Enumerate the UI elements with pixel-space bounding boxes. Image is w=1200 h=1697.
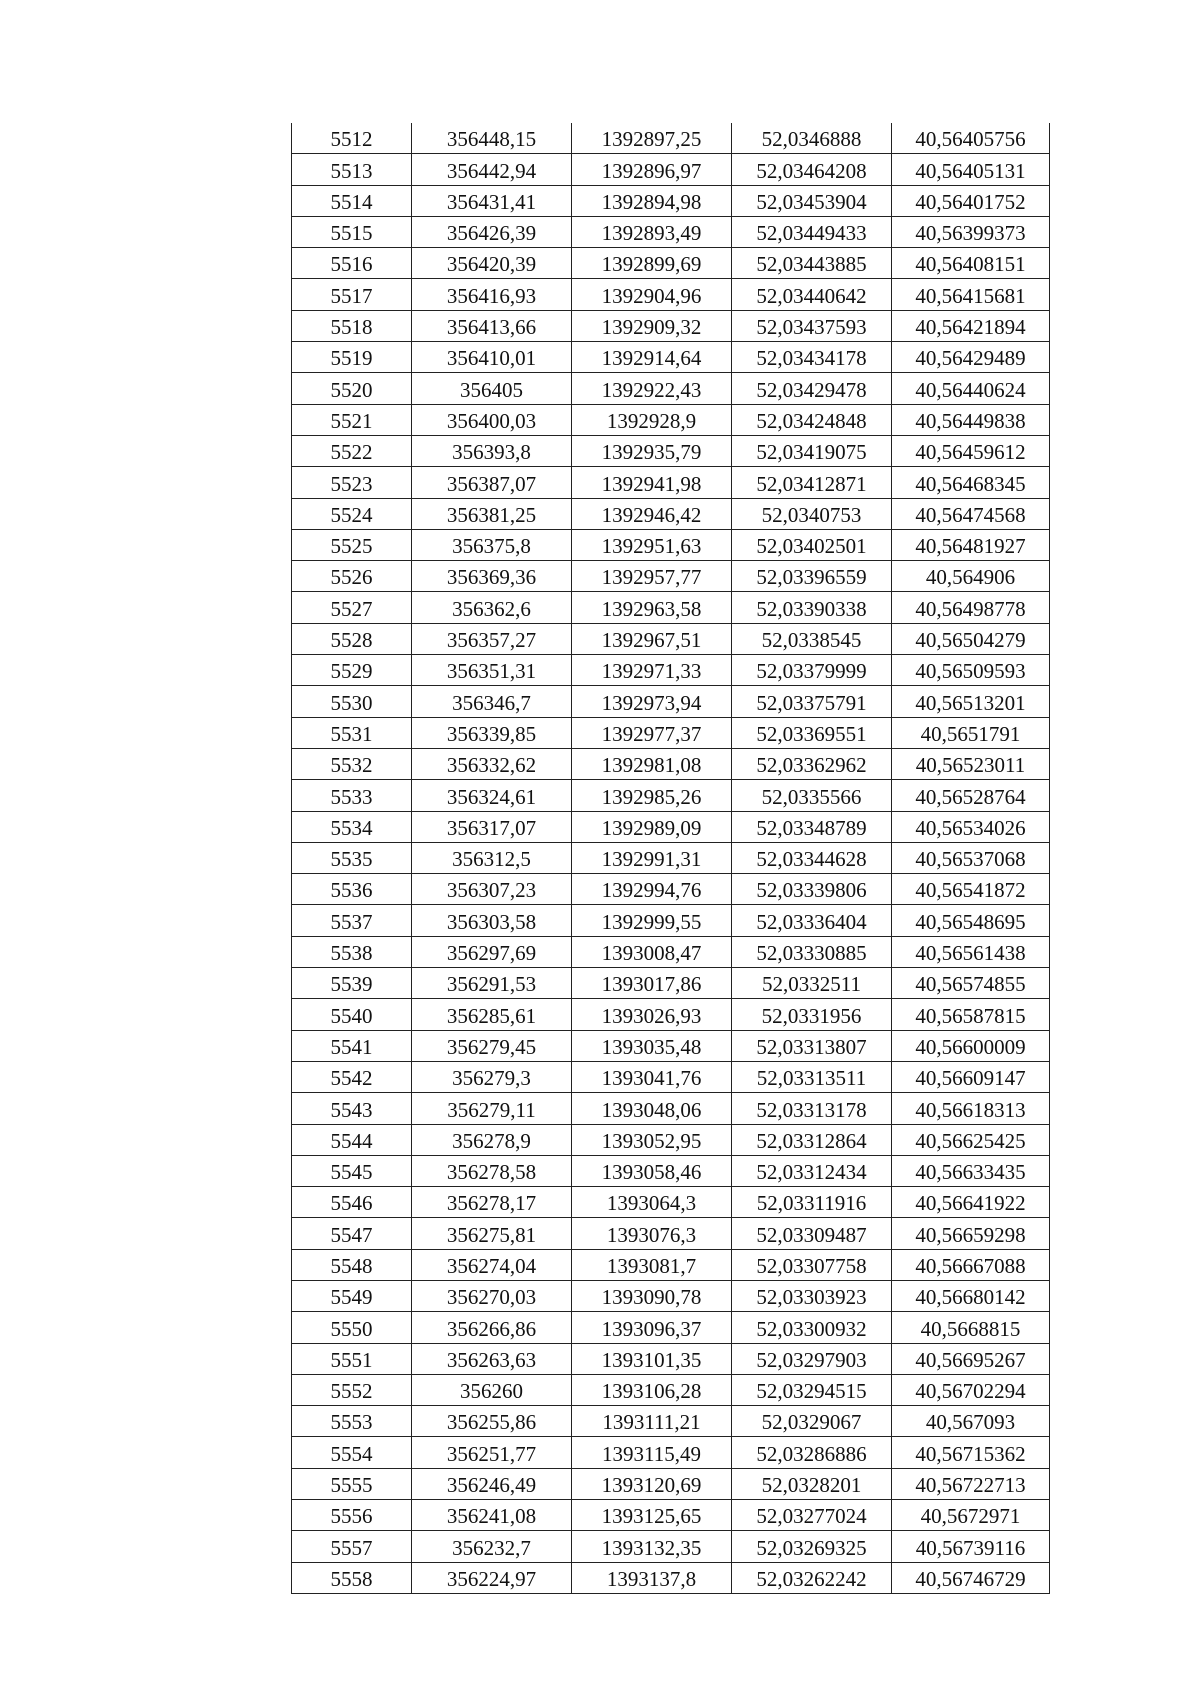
y-coordinate-cell: 1392941,98 — [572, 467, 732, 498]
latitude-cell: 52,03294515 — [732, 1374, 892, 1405]
table-row — [292, 185, 1050, 216]
y-coordinate-cell: 1393035,48 — [572, 1030, 732, 1061]
y-coordinate-cell: 1393115,49 — [572, 1437, 732, 1468]
longitude-cell: 40,56481927 — [892, 529, 1050, 560]
point-number-cell: 5529 — [292, 655, 412, 686]
x-coordinate-cell: 356312,5 — [412, 842, 572, 873]
longitude-cell: 40,5651791 — [892, 717, 1050, 748]
y-coordinate-cell: 1392946,42 — [572, 498, 732, 529]
table-row — [292, 1061, 1050, 1092]
latitude-cell: 52,03286886 — [732, 1437, 892, 1468]
y-coordinate-cell: 1392928,9 — [572, 404, 732, 435]
table-row — [292, 592, 1050, 623]
point-number-cell: 5523 — [292, 467, 412, 498]
table-row — [292, 529, 1050, 560]
longitude-cell: 40,56746729 — [892, 1562, 1050, 1593]
point-number-cell: 5519 — [292, 342, 412, 373]
longitude-cell: 40,56695267 — [892, 1343, 1050, 1374]
longitude-cell: 40,567093 — [892, 1406, 1050, 1437]
point-number-cell: 5554 — [292, 1437, 412, 1468]
table-row — [292, 123, 1050, 154]
y-coordinate-cell: 1392899,69 — [572, 248, 732, 279]
point-number-cell: 5516 — [292, 248, 412, 279]
x-coordinate-cell: 356270,03 — [412, 1280, 572, 1311]
y-coordinate-cell: 1393120,69 — [572, 1468, 732, 1499]
y-coordinate-cell: 1392991,31 — [572, 842, 732, 873]
x-coordinate-cell: 356285,61 — [412, 999, 572, 1030]
y-coordinate-cell: 1393081,7 — [572, 1249, 732, 1280]
x-coordinate-cell: 356278,17 — [412, 1187, 572, 1218]
longitude-cell: 40,56513201 — [892, 686, 1050, 717]
x-coordinate-cell: 356291,53 — [412, 968, 572, 999]
y-coordinate-cell: 1393026,93 — [572, 999, 732, 1030]
x-coordinate-cell: 356266,86 — [412, 1312, 572, 1343]
table-row — [292, 1155, 1050, 1186]
table-row — [292, 154, 1050, 185]
latitude-cell: 52,03344628 — [732, 842, 892, 873]
x-coordinate-cell: 356232,7 — [412, 1531, 572, 1562]
y-coordinate-cell: 1392985,26 — [572, 780, 732, 811]
point-number-cell: 5536 — [292, 874, 412, 905]
x-coordinate-cell: 356413,66 — [412, 310, 572, 341]
y-coordinate-cell: 1393096,37 — [572, 1312, 732, 1343]
table-row — [292, 561, 1050, 592]
longitude-cell: 40,56609147 — [892, 1061, 1050, 1092]
longitude-cell: 40,56509593 — [892, 655, 1050, 686]
coordinates-table — [291, 123, 1050, 1594]
x-coordinate-cell: 356346,7 — [412, 686, 572, 717]
longitude-cell: 40,56739116 — [892, 1531, 1050, 1562]
point-number-cell: 5528 — [292, 623, 412, 654]
latitude-cell: 52,03362962 — [732, 748, 892, 779]
y-coordinate-cell: 1392973,94 — [572, 686, 732, 717]
latitude-cell: 52,03348789 — [732, 811, 892, 842]
table-row — [292, 968, 1050, 999]
y-coordinate-cell: 1392896,97 — [572, 154, 732, 185]
longitude-cell: 40,56702294 — [892, 1374, 1050, 1405]
table-row — [292, 498, 1050, 529]
coordinates-table-body — [292, 123, 1050, 1593]
point-number-cell: 5540 — [292, 999, 412, 1030]
y-coordinate-cell: 1393041,76 — [572, 1061, 732, 1092]
longitude-cell: 40,56504279 — [892, 623, 1050, 654]
latitude-cell: 52,03313511 — [732, 1061, 892, 1092]
latitude-cell: 52,03269325 — [732, 1531, 892, 1562]
table-row — [292, 811, 1050, 842]
point-number-cell: 5525 — [292, 529, 412, 560]
point-number-cell: 5524 — [292, 498, 412, 529]
latitude-cell: 52,03464208 — [732, 154, 892, 185]
point-number-cell: 5541 — [292, 1030, 412, 1061]
latitude-cell: 52,03277024 — [732, 1500, 892, 1531]
longitude-cell: 40,56541872 — [892, 874, 1050, 905]
point-number-cell: 5549 — [292, 1280, 412, 1311]
x-coordinate-cell: 356387,07 — [412, 467, 572, 498]
point-number-cell: 5515 — [292, 216, 412, 247]
x-coordinate-cell: 356410,01 — [412, 342, 572, 373]
latitude-cell: 52,03339806 — [732, 874, 892, 905]
latitude-cell: 52,03419075 — [732, 435, 892, 466]
point-number-cell: 5550 — [292, 1312, 412, 1343]
longitude-cell: 40,5668815 — [892, 1312, 1050, 1343]
x-coordinate-cell: 356297,69 — [412, 936, 572, 967]
longitude-cell: 40,56659298 — [892, 1218, 1050, 1249]
point-number-cell: 5542 — [292, 1061, 412, 1092]
table-row — [292, 1249, 1050, 1280]
longitude-cell: 40,56715362 — [892, 1437, 1050, 1468]
y-coordinate-cell: 1393132,35 — [572, 1531, 732, 1562]
y-coordinate-cell: 1392893,49 — [572, 216, 732, 247]
latitude-cell: 52,03297903 — [732, 1343, 892, 1374]
x-coordinate-cell: 356369,36 — [412, 561, 572, 592]
x-coordinate-cell: 356255,86 — [412, 1406, 572, 1437]
y-coordinate-cell: 1393008,47 — [572, 936, 732, 967]
point-number-cell: 5539 — [292, 968, 412, 999]
table-row — [292, 623, 1050, 654]
y-coordinate-cell: 1392977,37 — [572, 717, 732, 748]
longitude-cell: 40,56641922 — [892, 1187, 1050, 1218]
point-number-cell: 5545 — [292, 1155, 412, 1186]
longitude-cell: 40,56680142 — [892, 1280, 1050, 1311]
y-coordinate-cell: 1392894,98 — [572, 185, 732, 216]
point-number-cell: 5556 — [292, 1500, 412, 1531]
longitude-cell: 40,56415681 — [892, 279, 1050, 310]
longitude-cell: 40,56440624 — [892, 373, 1050, 404]
latitude-cell: 52,03262242 — [732, 1562, 892, 1593]
latitude-cell: 52,03330885 — [732, 936, 892, 967]
latitude-cell: 52,0329067 — [732, 1406, 892, 1437]
y-coordinate-cell: 1393052,95 — [572, 1124, 732, 1155]
table-row — [292, 686, 1050, 717]
longitude-cell: 40,564906 — [892, 561, 1050, 592]
y-coordinate-cell: 1392981,08 — [572, 748, 732, 779]
longitude-cell: 40,56561438 — [892, 936, 1050, 967]
longitude-cell: 40,56600009 — [892, 1030, 1050, 1061]
table-row — [292, 874, 1050, 905]
y-coordinate-cell: 1393111,21 — [572, 1406, 732, 1437]
x-coordinate-cell: 356275,81 — [412, 1218, 572, 1249]
table-row — [292, 1218, 1050, 1249]
table-row — [292, 1187, 1050, 1218]
longitude-cell: 40,56625425 — [892, 1124, 1050, 1155]
longitude-cell: 40,56523011 — [892, 748, 1050, 779]
point-number-cell: 5537 — [292, 905, 412, 936]
x-coordinate-cell: 356339,85 — [412, 717, 572, 748]
table-row — [292, 780, 1050, 811]
point-number-cell: 5534 — [292, 811, 412, 842]
x-coordinate-cell: 356263,63 — [412, 1343, 572, 1374]
latitude-cell: 52,03390338 — [732, 592, 892, 623]
latitude-cell: 52,03424848 — [732, 404, 892, 435]
point-number-cell: 5514 — [292, 185, 412, 216]
longitude-cell: 40,56421894 — [892, 310, 1050, 341]
longitude-cell: 40,56408151 — [892, 248, 1050, 279]
longitude-cell: 40,56405131 — [892, 154, 1050, 185]
table-row — [292, 655, 1050, 686]
point-number-cell: 5557 — [292, 1531, 412, 1562]
x-coordinate-cell: 356260 — [412, 1374, 572, 1405]
y-coordinate-cell: 1393106,28 — [572, 1374, 732, 1405]
latitude-cell: 52,0338545 — [732, 623, 892, 654]
table-row — [292, 216, 1050, 247]
point-number-cell: 5520 — [292, 373, 412, 404]
table-row — [292, 1280, 1050, 1311]
table-row — [292, 279, 1050, 310]
latitude-cell: 52,03307758 — [732, 1249, 892, 1280]
x-coordinate-cell: 356393,8 — [412, 435, 572, 466]
latitude-cell: 52,03369551 — [732, 717, 892, 748]
y-coordinate-cell: 1392963,58 — [572, 592, 732, 623]
point-number-cell: 5526 — [292, 561, 412, 592]
point-number-cell: 5543 — [292, 1093, 412, 1124]
y-coordinate-cell: 1392957,77 — [572, 561, 732, 592]
latitude-cell: 52,03311916 — [732, 1187, 892, 1218]
latitude-cell: 52,03313807 — [732, 1030, 892, 1061]
longitude-cell: 40,56537068 — [892, 842, 1050, 873]
y-coordinate-cell: 1393125,65 — [572, 1500, 732, 1531]
table-row — [292, 342, 1050, 373]
y-coordinate-cell: 1392951,63 — [572, 529, 732, 560]
latitude-cell: 52,0331956 — [732, 999, 892, 1030]
latitude-cell: 52,03429478 — [732, 373, 892, 404]
table-row — [292, 1030, 1050, 1061]
table-row — [292, 748, 1050, 779]
y-coordinate-cell: 1393076,3 — [572, 1218, 732, 1249]
point-number-cell: 5555 — [292, 1468, 412, 1499]
y-coordinate-cell: 1392904,96 — [572, 279, 732, 310]
latitude-cell: 52,0328201 — [732, 1468, 892, 1499]
table-row — [292, 435, 1050, 466]
table-row — [292, 905, 1050, 936]
x-coordinate-cell: 356278,9 — [412, 1124, 572, 1155]
x-coordinate-cell: 356420,39 — [412, 248, 572, 279]
point-number-cell: 5513 — [292, 154, 412, 185]
point-number-cell: 5553 — [292, 1406, 412, 1437]
y-coordinate-cell: 1393137,8 — [572, 1562, 732, 1593]
y-coordinate-cell: 1393090,78 — [572, 1280, 732, 1311]
table-row — [292, 936, 1050, 967]
longitude-cell: 40,56534026 — [892, 811, 1050, 842]
y-coordinate-cell: 1392967,51 — [572, 623, 732, 654]
longitude-cell: 40,56399373 — [892, 216, 1050, 247]
longitude-cell: 40,56405756 — [892, 123, 1050, 154]
table-row — [292, 310, 1050, 341]
table-row — [292, 1437, 1050, 1468]
latitude-cell: 52,03312864 — [732, 1124, 892, 1155]
latitude-cell: 52,03402501 — [732, 529, 892, 560]
point-number-cell: 5538 — [292, 936, 412, 967]
longitude-cell: 40,56474568 — [892, 498, 1050, 529]
longitude-cell: 40,56548695 — [892, 905, 1050, 936]
point-number-cell: 5518 — [292, 310, 412, 341]
point-number-cell: 5547 — [292, 1218, 412, 1249]
latitude-cell: 52,03437593 — [732, 310, 892, 341]
x-coordinate-cell: 356307,23 — [412, 874, 572, 905]
latitude-cell: 52,03443885 — [732, 248, 892, 279]
point-number-cell: 5512 — [292, 123, 412, 154]
y-coordinate-cell: 1392935,79 — [572, 435, 732, 466]
x-coordinate-cell: 356442,94 — [412, 154, 572, 185]
table-row — [292, 1531, 1050, 1562]
table-row — [292, 1468, 1050, 1499]
y-coordinate-cell: 1393101,35 — [572, 1343, 732, 1374]
table-row — [292, 842, 1050, 873]
x-coordinate-cell: 356431,41 — [412, 185, 572, 216]
latitude-cell: 52,03336404 — [732, 905, 892, 936]
latitude-cell: 52,03300932 — [732, 1312, 892, 1343]
point-number-cell: 5558 — [292, 1562, 412, 1593]
table-row — [292, 1562, 1050, 1593]
latitude-cell: 52,03453904 — [732, 185, 892, 216]
point-number-cell: 5546 — [292, 1187, 412, 1218]
latitude-cell: 52,0346888 — [732, 123, 892, 154]
longitude-cell: 40,56667088 — [892, 1249, 1050, 1280]
latitude-cell: 52,0340753 — [732, 498, 892, 529]
latitude-cell: 52,0332511 — [732, 968, 892, 999]
x-coordinate-cell: 356448,15 — [412, 123, 572, 154]
latitude-cell: 52,03375791 — [732, 686, 892, 717]
point-number-cell: 5535 — [292, 842, 412, 873]
latitude-cell: 52,03412871 — [732, 467, 892, 498]
x-coordinate-cell: 356241,08 — [412, 1500, 572, 1531]
point-number-cell: 5552 — [292, 1374, 412, 1405]
y-coordinate-cell: 1393058,46 — [572, 1155, 732, 1186]
latitude-cell: 52,03309487 — [732, 1218, 892, 1249]
latitude-cell: 52,03313178 — [732, 1093, 892, 1124]
longitude-cell: 40,56528764 — [892, 780, 1050, 811]
longitude-cell: 40,56459612 — [892, 435, 1050, 466]
x-coordinate-cell: 356381,25 — [412, 498, 572, 529]
x-coordinate-cell: 356279,3 — [412, 1061, 572, 1092]
longitude-cell: 40,56618313 — [892, 1093, 1050, 1124]
x-coordinate-cell: 356279,45 — [412, 1030, 572, 1061]
x-coordinate-cell: 356251,77 — [412, 1437, 572, 1468]
longitude-cell: 40,5672971 — [892, 1500, 1050, 1531]
latitude-cell: 52,03303923 — [732, 1280, 892, 1311]
point-number-cell: 5532 — [292, 748, 412, 779]
y-coordinate-cell: 1393064,3 — [572, 1187, 732, 1218]
table-row — [292, 1093, 1050, 1124]
y-coordinate-cell: 1392971,33 — [572, 655, 732, 686]
x-coordinate-cell: 356324,61 — [412, 780, 572, 811]
x-coordinate-cell: 356405 — [412, 373, 572, 404]
x-coordinate-cell: 356278,58 — [412, 1155, 572, 1186]
x-coordinate-cell: 356317,07 — [412, 811, 572, 842]
y-coordinate-cell: 1392922,43 — [572, 373, 732, 404]
y-coordinate-cell: 1392999,55 — [572, 905, 732, 936]
longitude-cell: 40,56449838 — [892, 404, 1050, 435]
x-coordinate-cell: 356246,49 — [412, 1468, 572, 1499]
longitude-cell: 40,56429489 — [892, 342, 1050, 373]
y-coordinate-cell: 1393017,86 — [572, 968, 732, 999]
longitude-cell: 40,56722713 — [892, 1468, 1050, 1499]
y-coordinate-cell: 1392914,64 — [572, 342, 732, 373]
latitude-cell: 52,03379999 — [732, 655, 892, 686]
y-coordinate-cell: 1392897,25 — [572, 123, 732, 154]
table-row — [292, 717, 1050, 748]
x-coordinate-cell: 356416,93 — [412, 279, 572, 310]
table-row — [292, 373, 1050, 404]
longitude-cell: 40,56468345 — [892, 467, 1050, 498]
point-number-cell: 5548 — [292, 1249, 412, 1280]
point-number-cell: 5517 — [292, 279, 412, 310]
y-coordinate-cell: 1392994,76 — [572, 874, 732, 905]
point-number-cell: 5522 — [292, 435, 412, 466]
point-number-cell: 5544 — [292, 1124, 412, 1155]
longitude-cell: 40,56498778 — [892, 592, 1050, 623]
point-number-cell: 5521 — [292, 404, 412, 435]
x-coordinate-cell: 356375,8 — [412, 529, 572, 560]
point-number-cell: 5533 — [292, 780, 412, 811]
x-coordinate-cell: 356274,04 — [412, 1249, 572, 1280]
table-row — [292, 1343, 1050, 1374]
x-coordinate-cell: 356357,27 — [412, 623, 572, 654]
longitude-cell: 40,56587815 — [892, 999, 1050, 1030]
latitude-cell: 52,03449433 — [732, 216, 892, 247]
x-coordinate-cell: 356351,31 — [412, 655, 572, 686]
latitude-cell: 52,03396559 — [732, 561, 892, 592]
latitude-cell: 52,03434178 — [732, 342, 892, 373]
x-coordinate-cell: 356362,6 — [412, 592, 572, 623]
table-row — [292, 999, 1050, 1030]
x-coordinate-cell: 356332,62 — [412, 748, 572, 779]
x-coordinate-cell: 356279,11 — [412, 1093, 572, 1124]
table-row — [292, 1312, 1050, 1343]
table-row — [292, 467, 1050, 498]
table-row — [292, 1374, 1050, 1405]
point-number-cell: 5531 — [292, 717, 412, 748]
point-number-cell: 5551 — [292, 1343, 412, 1374]
y-coordinate-cell: 1393048,06 — [572, 1093, 732, 1124]
table-row — [292, 248, 1050, 279]
table-row — [292, 404, 1050, 435]
longitude-cell: 40,56401752 — [892, 185, 1050, 216]
x-coordinate-cell: 356303,58 — [412, 905, 572, 936]
y-coordinate-cell: 1392989,09 — [572, 811, 732, 842]
longitude-cell: 40,56574855 — [892, 968, 1050, 999]
y-coordinate-cell: 1392909,32 — [572, 310, 732, 341]
table-row — [292, 1406, 1050, 1437]
point-number-cell: 5530 — [292, 686, 412, 717]
point-number-cell: 5527 — [292, 592, 412, 623]
latitude-cell: 52,03440642 — [732, 279, 892, 310]
longitude-cell: 40,56633435 — [892, 1155, 1050, 1186]
table-row — [292, 1124, 1050, 1155]
x-coordinate-cell: 356400,03 — [412, 404, 572, 435]
x-coordinate-cell: 356426,39 — [412, 216, 572, 247]
latitude-cell: 52,0335566 — [732, 780, 892, 811]
x-coordinate-cell: 356224,97 — [412, 1562, 572, 1593]
latitude-cell: 52,03312434 — [732, 1155, 892, 1186]
table-row — [292, 1500, 1050, 1531]
